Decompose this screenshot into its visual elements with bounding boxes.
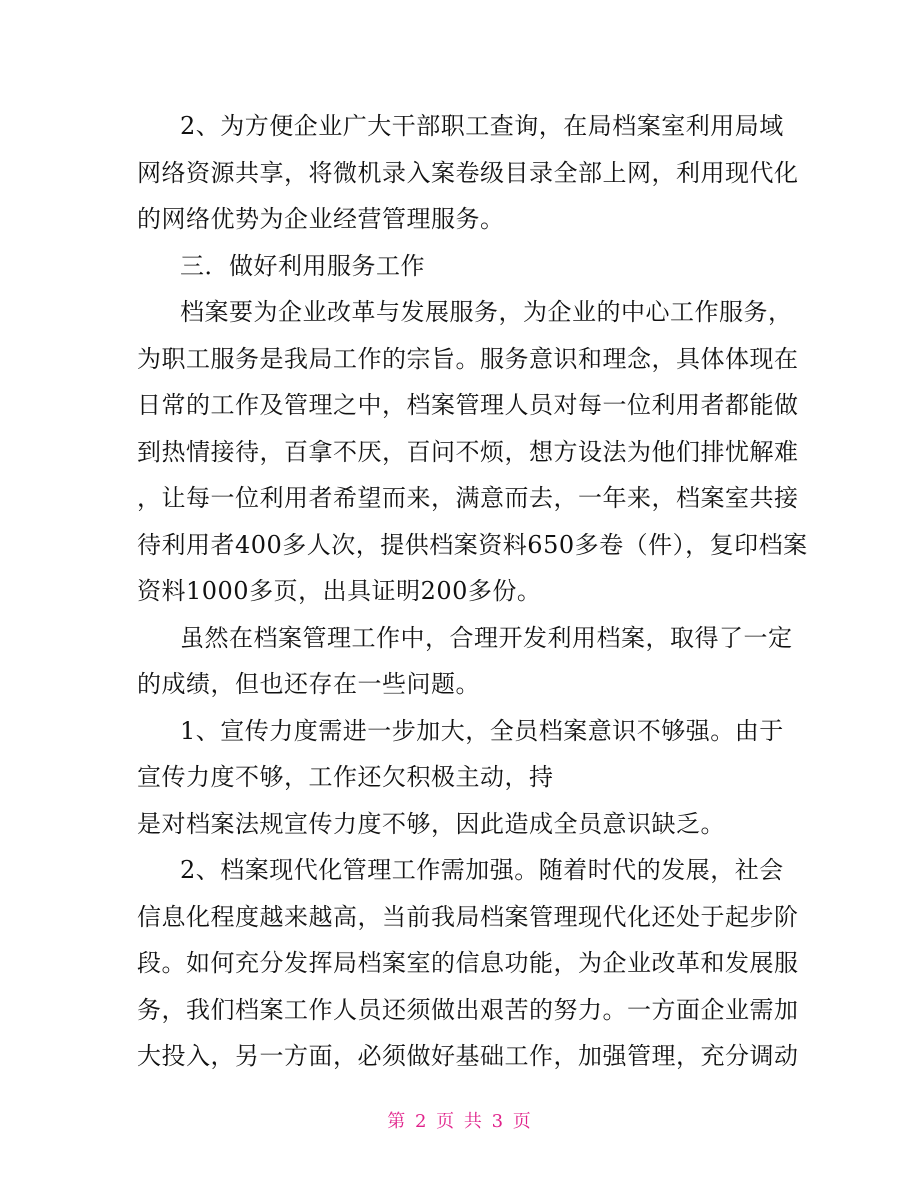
text-line: 大投入，另一方面，必须做好基础工作，加强管理，充分调动	[137, 1042, 799, 1070]
text-line: 信息化程度越来越高，当前我局档案管理现代化还处于起步阶	[137, 903, 799, 931]
text-line: 虽然在档案管理工作中，合理开发利用档案，取得了一定	[180, 624, 793, 652]
text-line: 日常的工作及管理之中，档案管理人员对每一位利用者都能做	[137, 391, 799, 419]
text-line: 宣传力度不够，工作还欠积极主动，持	[137, 763, 554, 791]
text-line: 段。如何充分发挥局档案室的信息功能，为企业改革和发展服	[137, 949, 799, 977]
text-line: 的成绩，但也还存在一些问题。	[137, 670, 480, 698]
text-line: 务，我们档案工作人员还须做出艰苦的努力。一方面企业需加	[137, 996, 799, 1024]
text-line: 2、为方便企业广大干部职工查询，在局档案室利用局域	[180, 112, 784, 140]
text-line: 到热情接待，百拿不厌，百问不烦，想方设法为他们排忧解难	[137, 438, 799, 466]
section-heading: 三．做好利用服务工作	[180, 252, 425, 280]
text-line: 档案要为企业改革与发展服务，为企业的中心工作服务，	[180, 298, 793, 326]
text-line: 2、档案现代化管理工作需加强。随着时代的发展，社会	[180, 856, 784, 884]
page-number-footer: 第 2 页 共 3 页	[387, 1111, 533, 1132]
text-line: 是对档案法规宣传力度不够，因此造成全员意识缺乏。	[137, 810, 725, 838]
text-line: ，让每一位利用者希望而来，满意而去，一年来，档案室共接	[137, 484, 799, 512]
text-line: 待利用者400多人次，提供档案资料650多卷（件），复印档案	[137, 531, 808, 559]
text-line: 1、宣传力度需进一步加大，全员档案意识不够强。由于	[180, 717, 784, 745]
text-line: 资料1000多页，出具证明200多份。	[137, 577, 542, 605]
text-line: 的网络优势为企业经营管理服务。	[137, 205, 505, 233]
text-line: 网络资源共享，将微机录入案卷级目录全部上网，利用现代化	[137, 159, 799, 187]
text-line: 为职工服务是我局工作的宗旨。服务意识和理念，具体体现在	[137, 345, 799, 373]
